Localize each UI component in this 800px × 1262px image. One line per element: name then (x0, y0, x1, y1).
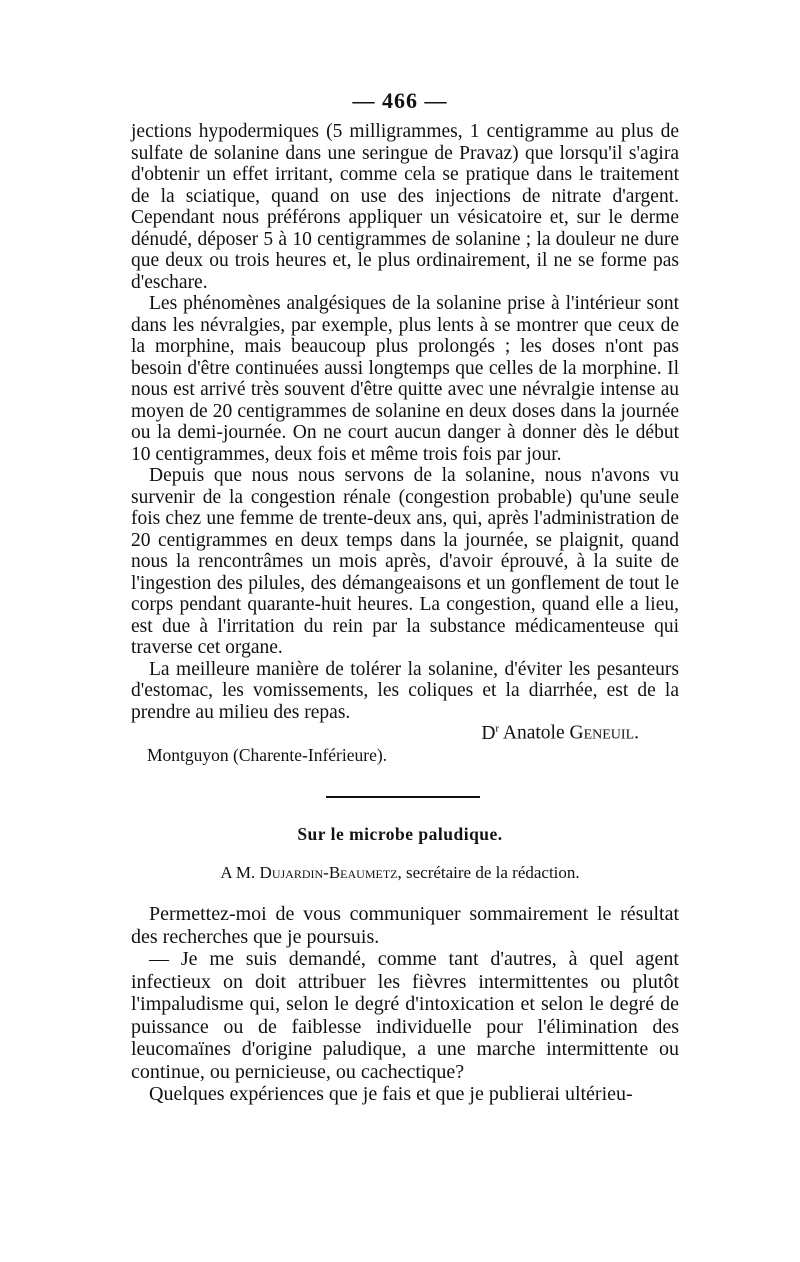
paragraph: Quelques expériences que je fais et que je publierai ultérieu- (149, 1083, 633, 1105)
paragraph: Depuis que nous nous servons de la solanine, nous n'avons vu survenir de la congestion rénale (congestion probable) qu'une seule fois chez une femme de trente-deux ans, qui, après l'administration de 20 centigrammes en deux temps dans la journée, se plaignit, quand nous la rencontrâmes un mois après, d'avoir éprouvé, à la suite de l'ingestion des pilules, des démangeaisons et un gonflement de tout le corps pendant quarante-huit heures. La congestion, quand elle a lieu, est due à l'irritation du rein par la substance médicamenteuse qui traverse cet organe. (131, 465, 679, 658)
article-body (131, 121, 679, 723)
address-line (0, 863, 800, 883)
paragraph: — Je me suis demandé, comme tant d'autres, à quel agent infectieux on doit attribuer les fièvres intermittentes ou plutôt l'impaludisme qui, selon le degré d'intoxication et selon le degré de puissance ou de faiblesse individuelle pour l'élimination des leucomaïnes d'origine paludique, a une marche intermittente ou continue, ou pernicieuse, ou cachectique? (131, 948, 679, 1083)
section-title: Sur le microbe paludique. (297, 824, 503, 844)
signature-title: $D^r$ (481, 722, 500, 744)
address-prefix: A M. (220, 863, 256, 882)
author-signature (131, 722, 639, 745)
letter-body (131, 903, 679, 1106)
paragraph: La meilleure manière de tolérer la solanine, d'éviter les pesanteurs d'estomac, les vomissements, les coliques et la diarrhée, est de la prendre au milieu des repas. (131, 658, 679, 723)
page-number: — 466 — (352, 88, 448, 113)
paragraph: Permettez-moi de vous communiquer sommairement le résultat des recherches que je poursuis. (131, 903, 679, 948)
signature-surname: Geneuil. (569, 722, 639, 744)
paragraph: jections hypodermiques (5 milligrammes, 1 centigramme au plus de sulfate de solanine dans une seringue de Pravaz) que lorsqu'il s'agira d'obtenir un effet irritant, comme cela se pratique dans le traitement de la sciatique, quand on use des injections de nitrate d'argent. Cependant nous préférons appliquer un vésicatoire et, sur le derme dénudé, déposer 5 à 10 centigrammes de solanine ; la douleur ne dure que deux ou trois heures et, le plus ordinairement, il ne se forme pas d'eschare. (131, 121, 679, 293)
section-divider (326, 796, 480, 798)
address-name: Dujardin-Beaumetz, (259, 863, 402, 882)
place-line: Montguyon (Charente-Inférieure). (147, 745, 388, 765)
paragraph: Les phénomènes analgésiques de la solanine prise à l'intérieur sont dans les névralgies, par exemple, plus lents à se montrer que ceux de la morphine, mais beaucoup plus prolongés ; les doses n'ont pas besoin d'être continuées aussi longtemps que celles de la morphine. Il nous est arrivé très souvent d'être quitte avec une névralgie intense au moyen de 20 centigrammes de solanine en deux doses dans la journée ou la demi-journée. On ne court aucun danger à donner dès le début 10 centigrammes, deux fois et même trois fois par jour. (131, 293, 679, 465)
signature-firstname: Anatole (502, 722, 565, 744)
address-suffix: secrétaire de la rédaction. (405, 863, 580, 882)
